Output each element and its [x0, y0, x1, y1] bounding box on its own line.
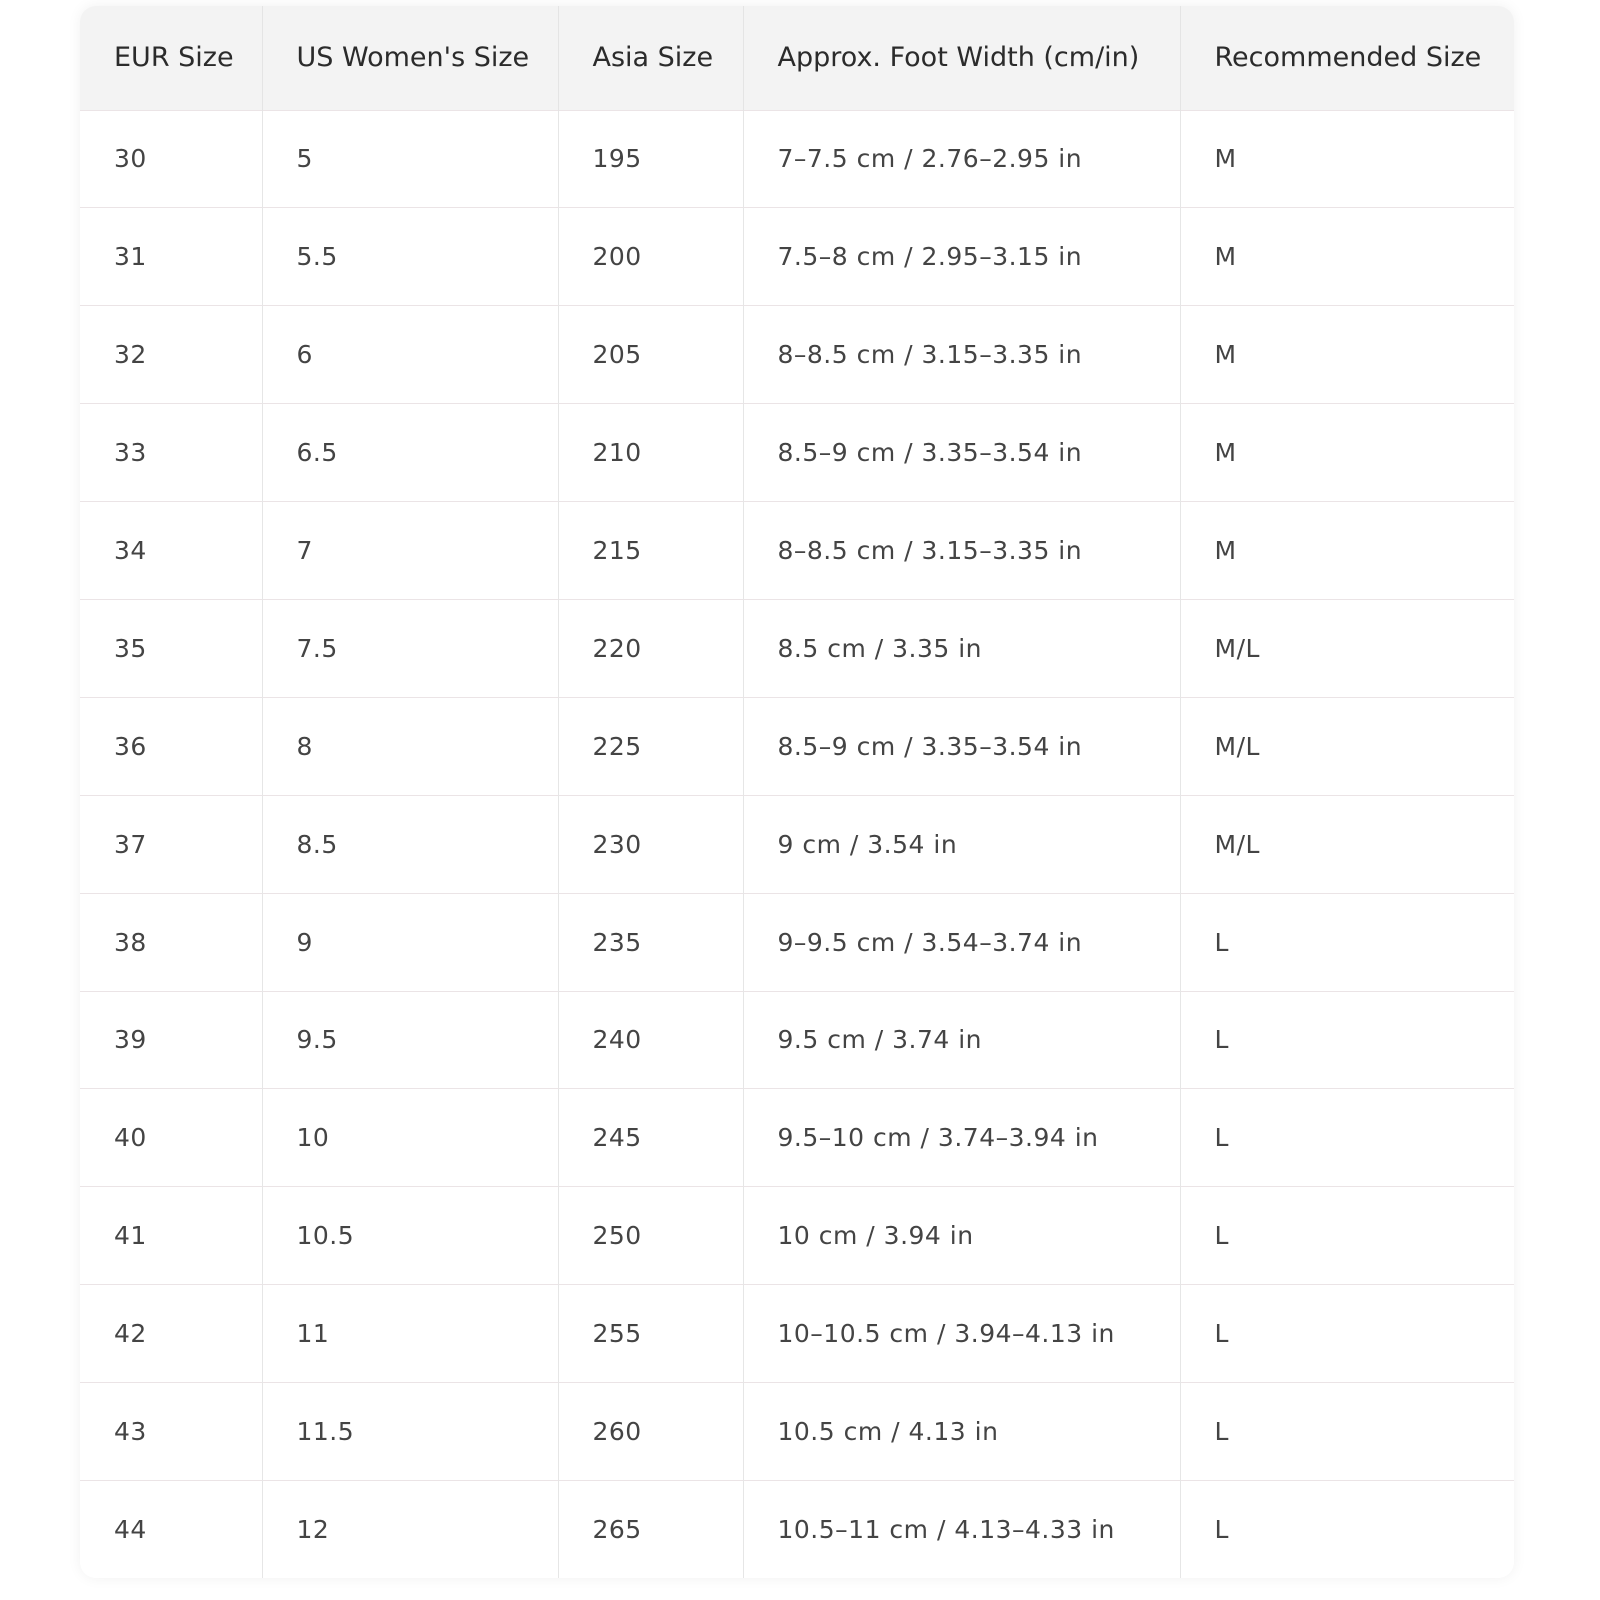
- table-row: [80, 502, 1514, 600]
- foot-width-cell: 8.5–9 cm / 3.35–3.54 in: [743, 404, 1180, 502]
- table-row: [80, 1089, 1514, 1187]
- header-recommended-size: Recommended Size: [1180, 6, 1514, 110]
- us-womens-size-cell: 6.5: [262, 404, 558, 502]
- recommended-size-cell: M: [1180, 306, 1514, 404]
- asia-size-cell: 225: [558, 697, 743, 795]
- foot-width-cell: 9 cm / 3.54 in: [743, 795, 1180, 893]
- recommended-size-cell: L: [1180, 1480, 1514, 1578]
- eur-size-cell: 40: [80, 1089, 262, 1187]
- recommended-size-cell: M/L: [1180, 599, 1514, 697]
- size-table: [80, 6, 1514, 1578]
- recommended-size-cell: L: [1180, 1089, 1514, 1187]
- eur-size-cell: 36: [80, 697, 262, 795]
- foot-width-cell: 9.5–10 cm / 3.74–3.94 in: [743, 1089, 1180, 1187]
- us-womens-size-cell: 6: [262, 306, 558, 404]
- us-womens-size-cell: 8: [262, 697, 558, 795]
- table-body: [80, 110, 1514, 1578]
- table-row: [80, 306, 1514, 404]
- foot-width-cell: 8.5 cm / 3.35 in: [743, 599, 1180, 697]
- asia-size-cell: 260: [558, 1383, 743, 1481]
- table-row: [80, 1285, 1514, 1383]
- foot-width-cell: 8–8.5 cm / 3.15–3.35 in: [743, 306, 1180, 404]
- foot-width-cell: 7–7.5 cm / 2.76–2.95 in: [743, 110, 1180, 208]
- eur-size-cell: 31: [80, 208, 262, 306]
- asia-size-cell: 220: [558, 599, 743, 697]
- foot-width-cell: 10.5 cm / 4.13 in: [743, 1383, 1180, 1481]
- table-row: [80, 795, 1514, 893]
- eur-size-cell: 39: [80, 991, 262, 1089]
- foot-width-cell: 9.5 cm / 3.74 in: [743, 991, 1180, 1089]
- asia-size-cell: 265: [558, 1480, 743, 1578]
- header-foot-width: Approx. Foot Width (cm/in): [743, 6, 1180, 110]
- eur-size-cell: 44: [80, 1480, 262, 1578]
- asia-size-cell: 200: [558, 208, 743, 306]
- us-womens-size-cell: 11: [262, 1285, 558, 1383]
- asia-size-cell: 230: [558, 795, 743, 893]
- us-womens-size-cell: 7.5: [262, 599, 558, 697]
- eur-size-cell: 38: [80, 893, 262, 991]
- recommended-size-cell: M: [1180, 208, 1514, 306]
- us-womens-size-cell: 12: [262, 1480, 558, 1578]
- recommended-size-cell: L: [1180, 893, 1514, 991]
- asia-size-cell: 210: [558, 404, 743, 502]
- eur-size-cell: 42: [80, 1285, 262, 1383]
- header-eur-size: EUR Size: [80, 6, 262, 110]
- table-row: [80, 893, 1514, 991]
- us-womens-size-cell: 7: [262, 502, 558, 600]
- us-womens-size-cell: 11.5: [262, 1383, 558, 1481]
- recommended-size-cell: L: [1180, 1383, 1514, 1481]
- recommended-size-cell: L: [1180, 991, 1514, 1089]
- asia-size-cell: 255: [558, 1285, 743, 1383]
- table-row: [80, 404, 1514, 502]
- foot-width-cell: 7.5–8 cm / 2.95–3.15 in: [743, 208, 1180, 306]
- recommended-size-cell: L: [1180, 1285, 1514, 1383]
- recommended-size-cell: L: [1180, 1187, 1514, 1285]
- us-womens-size-cell: 10: [262, 1089, 558, 1187]
- asia-size-cell: 215: [558, 502, 743, 600]
- table-header: [80, 6, 1514, 110]
- eur-size-cell: 33: [80, 404, 262, 502]
- us-womens-size-cell: 8.5: [262, 795, 558, 893]
- table-row: [80, 1480, 1514, 1578]
- asia-size-cell: 240: [558, 991, 743, 1089]
- foot-width-cell: 10 cm / 3.94 in: [743, 1187, 1180, 1285]
- us-womens-size-cell: 9.5: [262, 991, 558, 1089]
- foot-width-cell: 8.5–9 cm / 3.35–3.54 in: [743, 697, 1180, 795]
- eur-size-cell: 43: [80, 1383, 262, 1481]
- foot-width-cell: 10–10.5 cm / 3.94–4.13 in: [743, 1285, 1180, 1383]
- asia-size-cell: 245: [558, 1089, 743, 1187]
- size-chart: [80, 6, 1514, 1578]
- table-row: [80, 599, 1514, 697]
- table-row: [80, 110, 1514, 208]
- table-row: [80, 208, 1514, 306]
- header-us-womens-size: US Women's Size: [262, 6, 558, 110]
- asia-size-cell: 205: [558, 306, 743, 404]
- asia-size-cell: 235: [558, 893, 743, 991]
- asia-size-cell: 195: [558, 110, 743, 208]
- eur-size-cell: 34: [80, 502, 262, 600]
- eur-size-cell: 41: [80, 1187, 262, 1285]
- header-row: [80, 6, 1514, 110]
- foot-width-cell: 9–9.5 cm / 3.54–3.74 in: [743, 893, 1180, 991]
- us-womens-size-cell: 5.5: [262, 208, 558, 306]
- table-row: [80, 1187, 1514, 1285]
- table-row: [80, 697, 1514, 795]
- eur-size-cell: 37: [80, 795, 262, 893]
- recommended-size-cell: M: [1180, 110, 1514, 208]
- us-womens-size-cell: 5: [262, 110, 558, 208]
- eur-size-cell: 35: [80, 599, 262, 697]
- recommended-size-cell: M/L: [1180, 697, 1514, 795]
- eur-size-cell: 30: [80, 110, 262, 208]
- us-womens-size-cell: 9: [262, 893, 558, 991]
- eur-size-cell: 32: [80, 306, 262, 404]
- recommended-size-cell: M: [1180, 502, 1514, 600]
- foot-width-cell: 8–8.5 cm / 3.15–3.35 in: [743, 502, 1180, 600]
- foot-width-cell: 10.5–11 cm / 4.13–4.33 in: [743, 1480, 1180, 1578]
- recommended-size-cell: M/L: [1180, 795, 1514, 893]
- us-womens-size-cell: 10.5: [262, 1187, 558, 1285]
- table-row: [80, 991, 1514, 1089]
- table-row: [80, 1383, 1514, 1481]
- recommended-size-cell: M: [1180, 404, 1514, 502]
- header-asia-size: Asia Size: [558, 6, 743, 110]
- asia-size-cell: 250: [558, 1187, 743, 1285]
